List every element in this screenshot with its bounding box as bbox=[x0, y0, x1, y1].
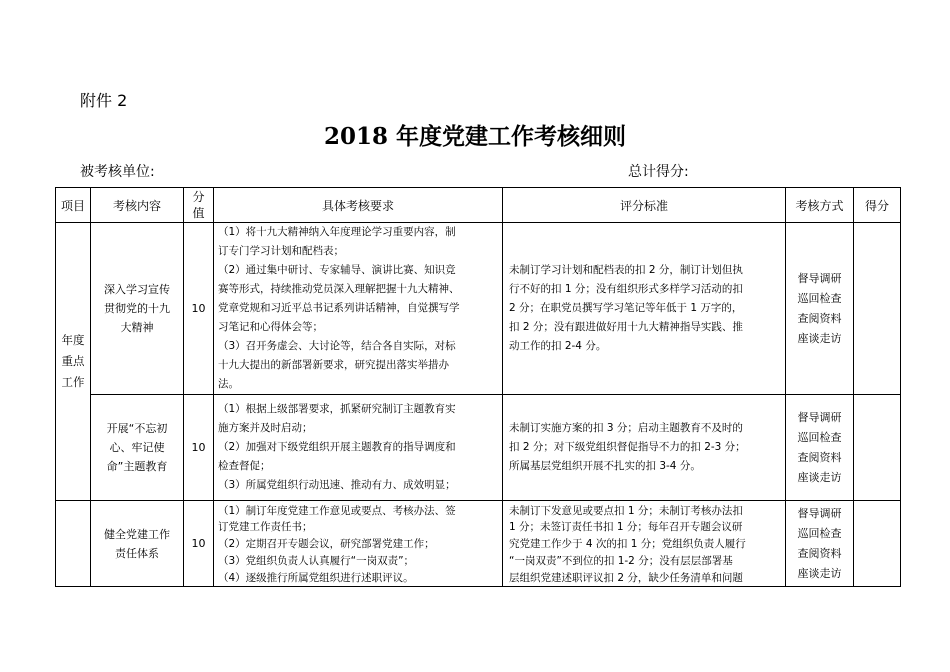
col-header-requirements: 具体考核要求 bbox=[214, 188, 503, 223]
item-cell bbox=[56, 501, 91, 587]
table-row bbox=[56, 501, 901, 587]
col-header-score: 分 值 bbox=[184, 188, 214, 223]
annex-label: 附件 2 bbox=[80, 91, 128, 110]
col-header-method: 考核方式 bbox=[786, 188, 854, 223]
assessed-unit-label: 被考核单位: bbox=[80, 164, 155, 180]
content-cell: 健全党建工作 责任体系 bbox=[91, 501, 184, 587]
content-cell: 开展“不忘初 心、牢记使 命”主题教育 bbox=[91, 395, 184, 501]
standard-cell: 未制订下发意见或要点扣 1 分；未制订考核办法扣 1 分；未签订责任书扣 1 分；每年召开专题会议研 究党建工作少于 4 次的扣 1 分；党组织负责人履行 “一岗双责”不到位的扣 1-2 分；没有层层部署基 层组织党建述职评议扣 2 分，缺少任务清单和问题 bbox=[503, 501, 786, 587]
total-score-label: 总计得分: bbox=[628, 164, 689, 180]
requirements-cell: （1）制订年度党建工作意见或要点、考核办法、签 订党建工作责任书； （2）定期召开专题会议，研究部署党建工作； （3）党组织负责人认真履行“一岗双责”； （4）逐级推行所属党组织进行述职评议。 bbox=[214, 501, 503, 587]
standard-cell: 未制订实施方案的扣 3 分；启动主题教育不及时的 扣 2 分；对下级党组织督促指导不力的扣 2-3 分； 所属基层党组织开展不扎实的扣 3-4 分。 bbox=[503, 395, 786, 501]
col-header-standard: 评分标准 bbox=[503, 188, 786, 223]
header-row bbox=[56, 188, 901, 223]
score-cell: 10 bbox=[184, 395, 214, 501]
assessment-table bbox=[55, 187, 901, 587]
content-cell: 深入学习宣传 贯彻党的十九 大精神 bbox=[91, 223, 184, 395]
score-cell: 10 bbox=[184, 501, 214, 587]
col-header-content: 考核内容 bbox=[91, 188, 184, 223]
table-row bbox=[56, 395, 901, 501]
points-cell bbox=[854, 501, 901, 587]
points-cell bbox=[854, 395, 901, 501]
method-cell: 督导调研 巡回检查 查阅资料 座谈走访 bbox=[786, 395, 854, 501]
col-header-item: 项目 bbox=[56, 188, 91, 223]
method-cell: 督导调研 巡回检查 查阅资料 座谈走访 bbox=[786, 223, 854, 395]
col-header-points: 得分 bbox=[854, 188, 901, 223]
requirements-cell: （1）将十九大精神纳入年度理论学习重要内容，制 订专门学习计划和配档表； （2）通过集中研讨、专家辅导、演讲比赛、知识竞 赛等形式，持续推动党员深入理解把握十九大精神、 党章党规和习近平总书记系列讲话精神，自觉撰写学 习笔记和心得体会等； （3）召开务虚会、大讨论等，结合各自实际，对标 十九大提出的新部署新要求，研究提出落实举措办 法。 bbox=[214, 223, 503, 395]
table-row bbox=[56, 223, 901, 395]
document-title: 2018 年度党建工作考核细则 bbox=[323, 123, 627, 150]
score-cell: 10 bbox=[184, 223, 214, 395]
standard-cell: 未制订学习计划和配档表的扣 2 分，制订计划但执 行不好的扣 1 分；没有组织形式多样学习活动的扣 2 分；在职党员撰写学习笔记等年低于 1 万字的， 扣 2 分；没有跟进做好用十九大精神指导实践、推 动工作的扣 2-4 分。 bbox=[503, 223, 786, 395]
requirements-cell: （1）根据上级部署要求，抓紧研究制订主题教育实 施方案并及时启动； （2）加强对下级党组织开展主题教育的指导调度和 检查督促； （3）所属党组织行动迅速、推动有力、成效明显； bbox=[214, 395, 503, 501]
item-cell: 年度 重点 工作 bbox=[56, 223, 91, 501]
method-cell: 督导调研 巡回检查 查阅资料 座谈走访 bbox=[786, 501, 854, 587]
points-cell bbox=[854, 223, 901, 395]
